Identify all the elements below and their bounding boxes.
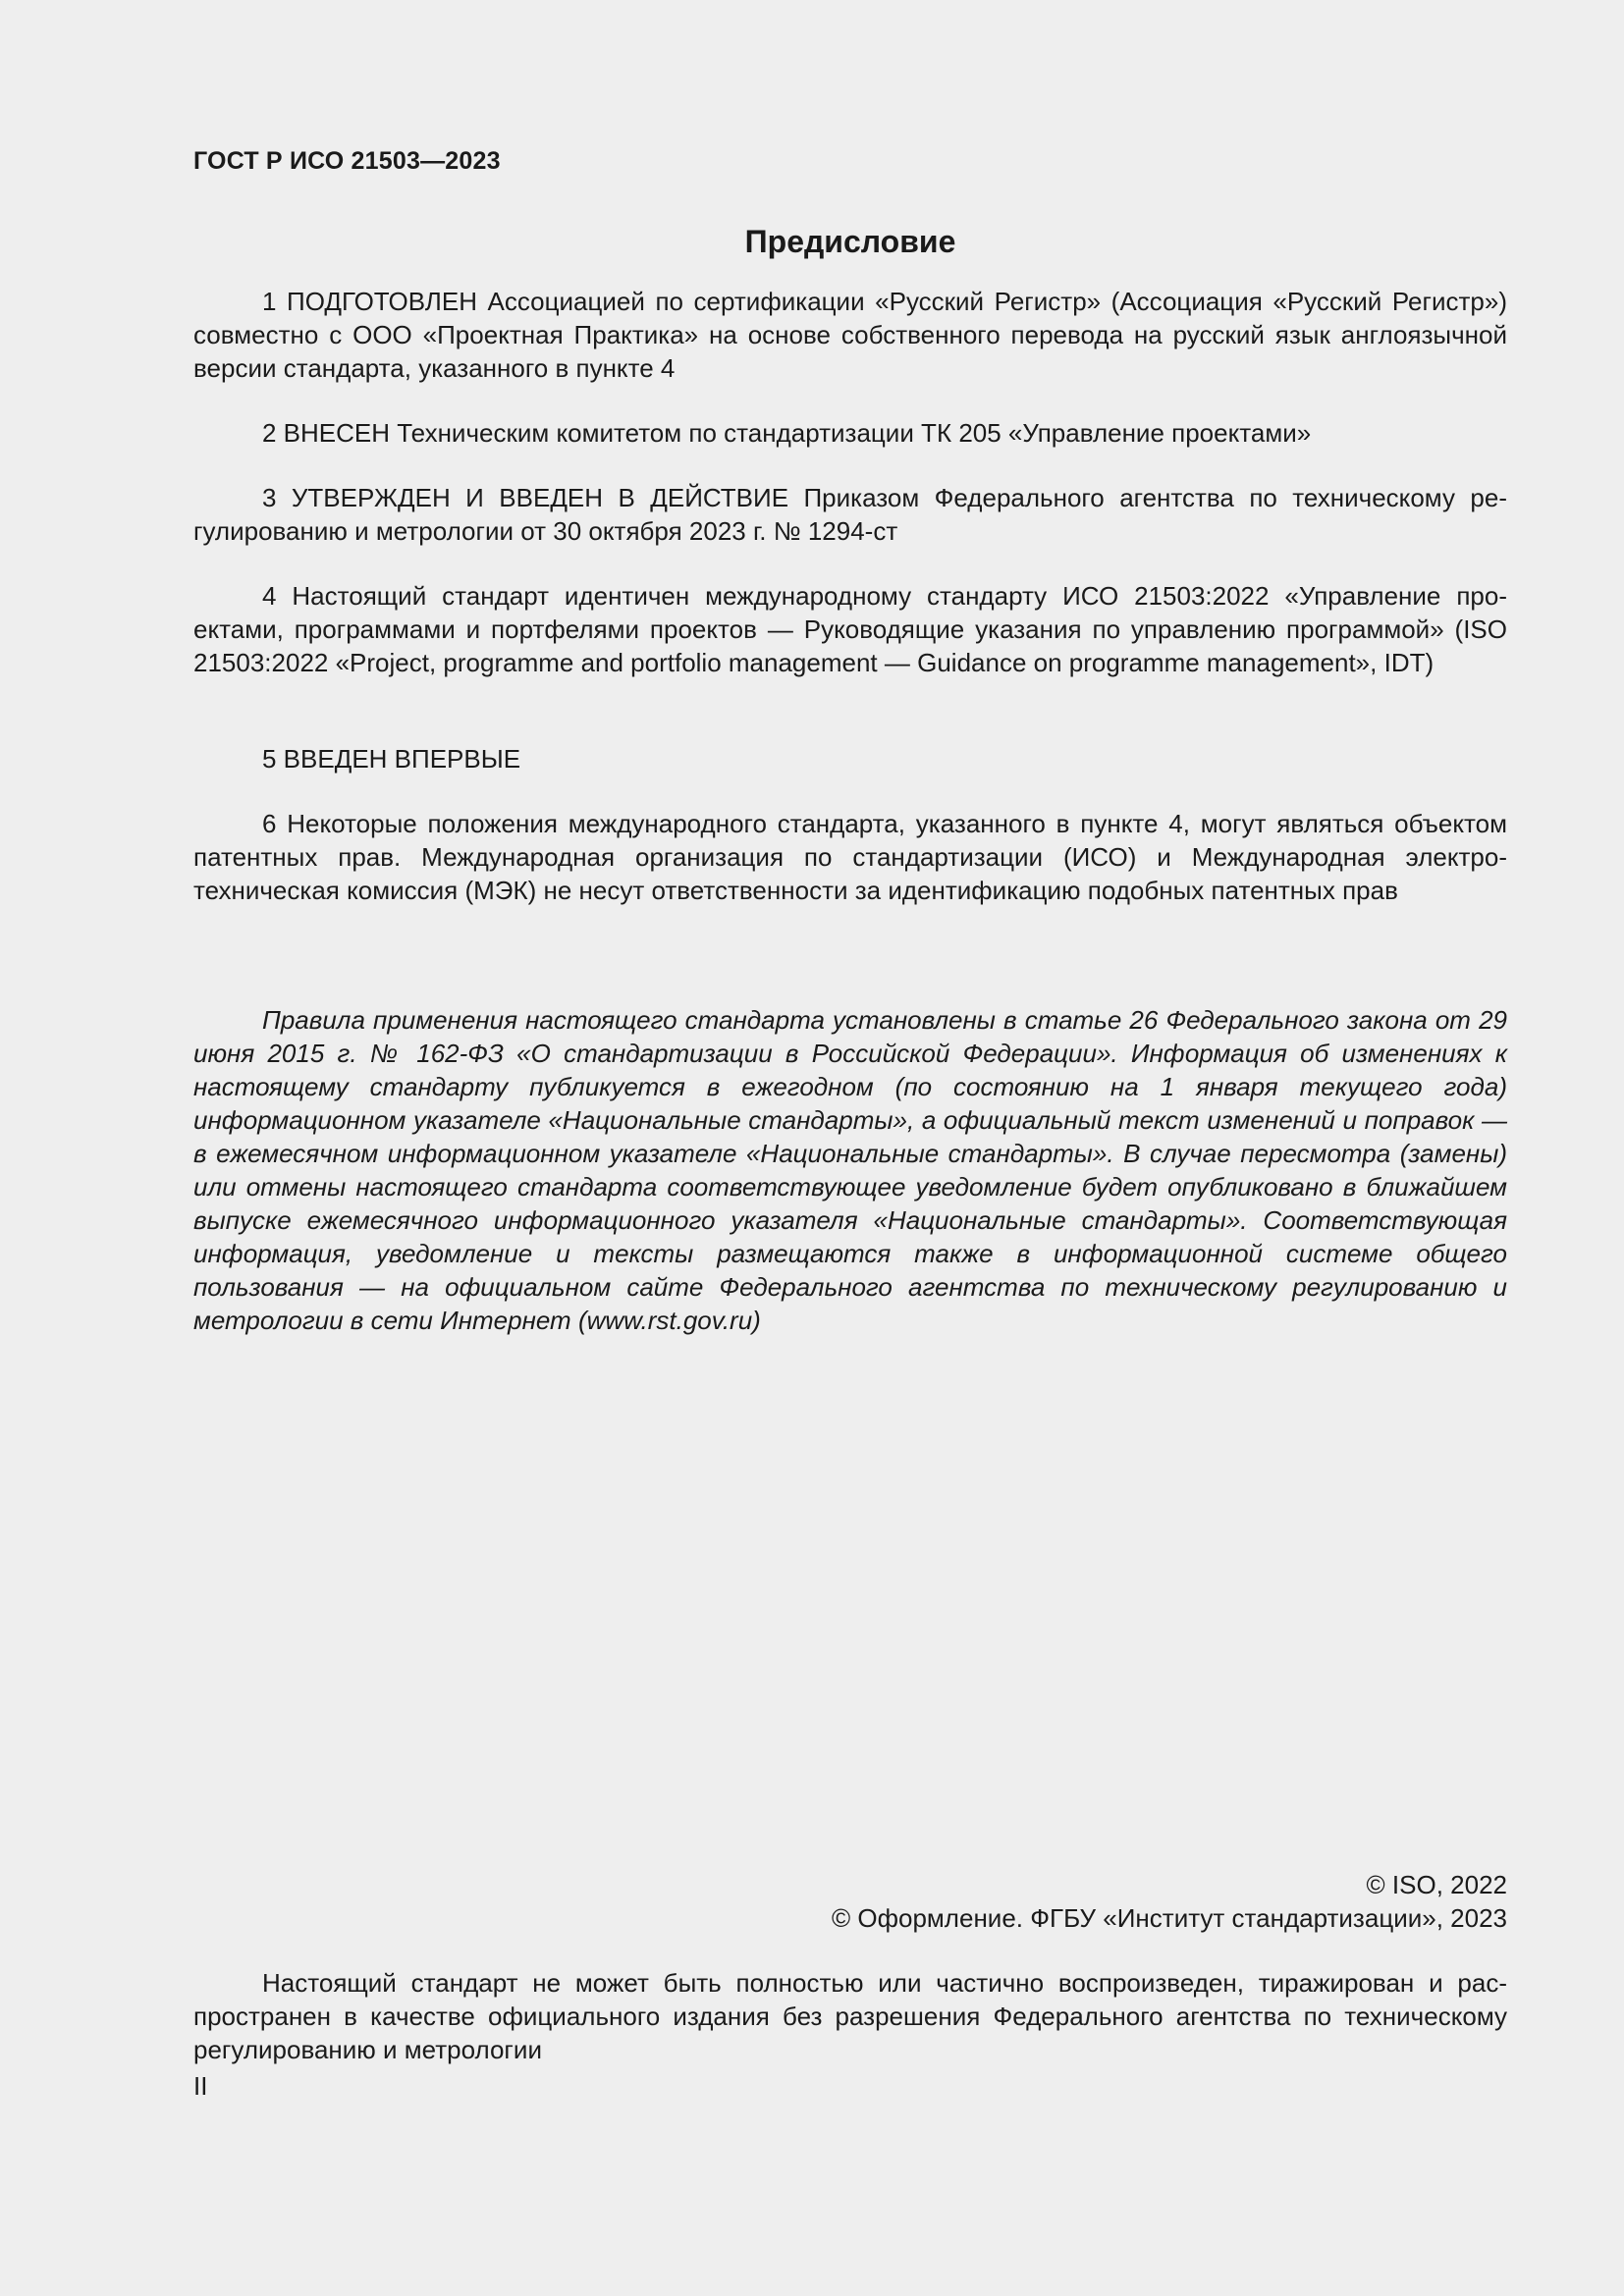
foreword-item-3: 3 УТВЕРЖДЕН И ВВЕДЕН В ДЕЙСТВИЕ Приказом Федерального агентства по техническому регулированию и метрологии от 30 октября 2023 г. № 1294-ст — [193, 483, 1507, 546]
foreword-item-2: 2 ВНЕСЕН Техническим комитетом по стандартизации ТК 205 «Управление проектами» — [262, 418, 1312, 448]
rules-notice: Правила применения настоящего стандарта установлены в статье 26 Федерального закона от 29 июня 2015 г. № 162-ФЗ «О стандартизации в Российской Федерации». Информация об изменениях к настоящему стандарту публикуется в ежегодном (по состоянию на 1 января текущего года) информационном указателе «Национальные стандарты», а официальный текст изменений и поправок — в ежемесячном информационном указателе «Национальные стандарты». В случае пересмотра (замены) или отмены настоящего стандарта соответствующее уведомление будет опубликовано в ближайшем выпуске ежемесячного информационного указателя «Национальные стандарты». Соответствующая информация, уведомление и тексты размещаются также в информационной системе общего пользования — на официальном сайте Федерального агентства по техническому регулированию и метрологии в сети Интернет (www.rst.gov.ru) — [193, 1005, 1507, 1335]
document-id-header: ГОСТ Р ИСО 21503—2023 — [193, 147, 501, 175]
foreword-item-1: 1 ПОДГОТОВЛЕН Ассоциацией по сертификации «Русский Регистр» (Ассоциация «Русский Регистр») совместно с ООО «Проектная Практика» на основе собственного перевода на русский язык англоязычной версии стандарта, указанного в пункте 4 — [193, 287, 1507, 383]
copyright-iso: © ISO, 2022 — [1366, 1870, 1507, 1899]
page-title: Предисловие — [744, 224, 956, 259]
page-number: II — [193, 2071, 208, 2101]
foreword-item-5: 5 ВВЕДЕН ВПЕРВЫЕ — [262, 744, 521, 774]
copyright-design: © Оформление. ФГБУ «Институт стандартизации», 2023 — [832, 1903, 1507, 1933]
foreword-item-6: 6 Некоторые положения международного стандарта, указанного в пункте 4, могут являться объектом патентных прав. Международная организация по стандартизации (ИСО) и Международная электротехническая комиссия (МЭК) не несут ответственности за идентификацию подобных патентных прав — [193, 809, 1507, 905]
document-page — [193, 0, 1507, 2296]
reproduction-notice: Настоящий стандарт не может быть полностью или частично воспроизведен, тиражирован и распространен в качестве официального издания без разрешения Федерального агентства по техническому регулированию и метрологии — [193, 1968, 1507, 2064]
foreword-item-4: 4 Настоящий стандарт идентичен международному стандарту ИСО 21503:2022 «Управление проектами, программами и портфелями проектов — Руководящие указания по управлению программой» (ISO 21503:2022 «Project, programme and portfolio management — Guidance on programme management», IDT) — [193, 581, 1507, 677]
